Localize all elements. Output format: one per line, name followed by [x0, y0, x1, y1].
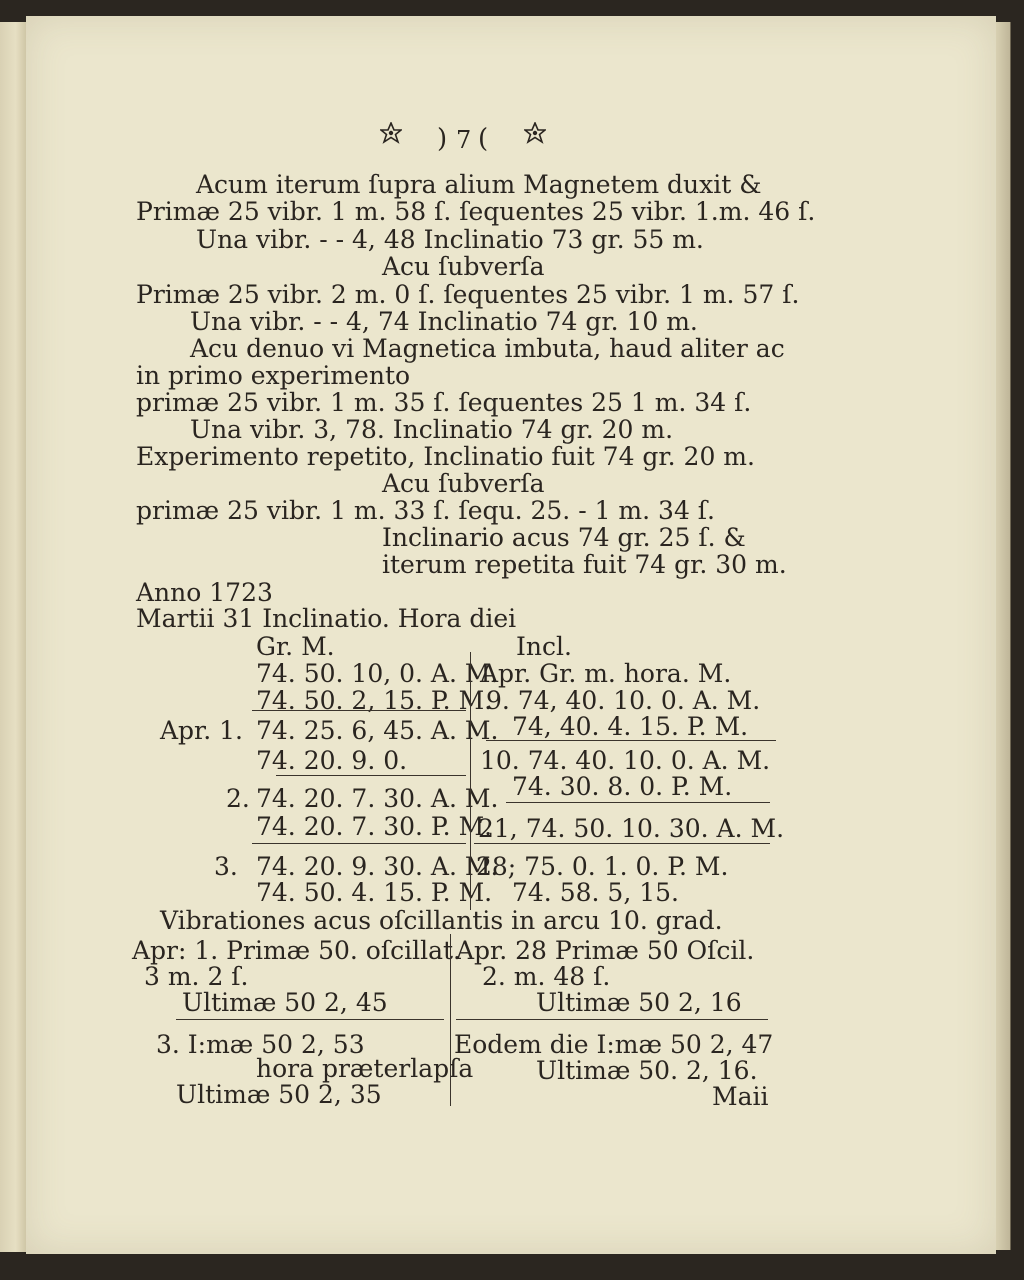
table-cell: Apr. 28 Primæ 50 Oſcil.: [456, 936, 755, 965]
table-header: Gr. M.: [256, 632, 335, 661]
table-cell: 3. I:mæ 50 2, 53: [156, 1030, 365, 1059]
row-label: 2.: [226, 784, 250, 813]
table-cell: Apr: 1. Primæ 50. oſcillat.: [132, 936, 461, 965]
table-cell: Ultimæ 50 2, 16: [536, 988, 742, 1017]
table-cell: 28; 75. 0. 1. 0. P. M.: [476, 852, 729, 881]
table-cell: 74. 30. 8. 0. P. M.: [512, 772, 733, 801]
table-cell: Apr. Gr. m. hora. M.: [480, 659, 732, 688]
row-rule: [486, 740, 776, 741]
table-cell: 74. 50. 10, 0. A. M.: [256, 659, 499, 688]
text-line: Acum iterum ſupra alium Magnetem duxit &: [196, 170, 762, 199]
table-cell: 74. 20. 7. 30. A. M.: [256, 784, 499, 813]
table-cell: 74. 20. 9. 0.: [256, 746, 408, 775]
text-line: Experimento repetito, Inclinatio fuit 74 gr. 20 m.: [136, 442, 755, 471]
table-cell: 74. 50. 2, 15. P. M.: [256, 686, 493, 715]
table-cell: Ultimæ 50 2, 35: [176, 1080, 382, 1109]
text-line: Una vibr. 3, 78. Inclinatio 74 gr. 20 m.: [190, 415, 674, 444]
table-cell: 3 m. 2 ſ.: [144, 962, 249, 991]
table-cell: 9. 74, 40. 10. 0. A. M.: [486, 686, 761, 715]
previous-page-edge: [0, 22, 27, 1252]
row-rule: [456, 1019, 768, 1020]
text-line: Inclinario acus 74 gr. 25 ſ. &: [382, 523, 746, 552]
table-cell: Ultimæ 50. 2, 16.: [536, 1056, 758, 1085]
text-line: primæ 25 vibr. 1 m. 35 ſ. ſequentes 25 1 m. 34 ſ.: [136, 388, 752, 417]
table-cell: 74, 40. 4. 15. P. M.: [512, 712, 749, 741]
table-cell: Eodem die I:mæ 50 2, 47: [454, 1030, 774, 1059]
catchword: Maii: [712, 1082, 769, 1111]
page-number: 7: [456, 126, 472, 154]
table-header: Incl.: [516, 632, 572, 661]
table-cell: hora præterlapſa: [256, 1054, 474, 1083]
table-cell: 2. m. 48 ſ.: [482, 962, 611, 991]
text-line: Una vibr. - - 4, 74 Inclinatio 74 gr. 10 m.: [190, 307, 698, 336]
row-rule: [276, 775, 466, 776]
year-line: Anno 1723: [136, 578, 273, 607]
table-cell: 74. 25. 6, 45. A. M.: [256, 716, 499, 745]
header-right-paren: (: [478, 124, 489, 154]
row-label: 3.: [214, 852, 238, 881]
table-cell: 74. 20. 9. 30. A. M.: [256, 852, 499, 881]
table-cell: Ultimæ 50 2, 45: [182, 988, 388, 1017]
star-ornament-left-icon: [380, 122, 402, 144]
table-cell: 21, 74. 50. 10. 30. A. M.: [478, 814, 785, 843]
row-rule: [474, 843, 770, 844]
star-ornament-right-icon: [524, 122, 546, 144]
text-line: Acu ſubverſa: [382, 252, 545, 281]
text-line: Una vibr. - - 4, 48 Inclinatio 73 gr. 55 m.: [196, 225, 704, 254]
table-cell: 74. 50. 4. 15. P. M.: [256, 878, 493, 907]
section-title: Vibrationes acus oſcillantis in arcu 10. grad.: [160, 906, 723, 935]
column-divider: [450, 934, 451, 1106]
row-label: Apr. 1.: [160, 716, 244, 745]
row-rule: [506, 802, 770, 803]
table-cell: 74. 20. 7. 30. P. M.: [256, 812, 493, 841]
table-cell: 74. 58. 5, 15.: [512, 878, 679, 907]
text-line: in primo experimento: [136, 361, 411, 390]
row-rule: [176, 1019, 444, 1020]
table-cell: 10. 74. 40. 10. 0. A. M.: [480, 746, 771, 775]
column-divider: [470, 652, 471, 910]
row-rule: [252, 843, 466, 844]
text-line: Acu denuo vi Magnetica imbuta, haud aliter ac: [190, 334, 785, 363]
text-line: iterum repetita fuit 74 gr. 30 m.: [382, 550, 787, 579]
text-line: primæ 25 vibr. 1 m. 33 ſ. ſequ. 25. - 1 m. 34 ſ.: [136, 496, 715, 525]
text-line: Acu ſubverſa: [382, 469, 545, 498]
header-left-paren: ): [437, 124, 448, 154]
row-rule: [252, 710, 466, 711]
text-line: Primæ 25 vibr. 2 m. 0 ſ. ſequentes 25 vibr. 1 m. 57 ſ.: [136, 280, 800, 309]
page-stack-edge: [996, 22, 1011, 1250]
text-line: Martii 31 Inclinatio. Hora diei: [136, 604, 517, 633]
text-line: Primæ 25 vibr. 1 m. 58 ſ. ſequentes 25 vibr. 1.m. 46 ſ.: [136, 197, 816, 226]
